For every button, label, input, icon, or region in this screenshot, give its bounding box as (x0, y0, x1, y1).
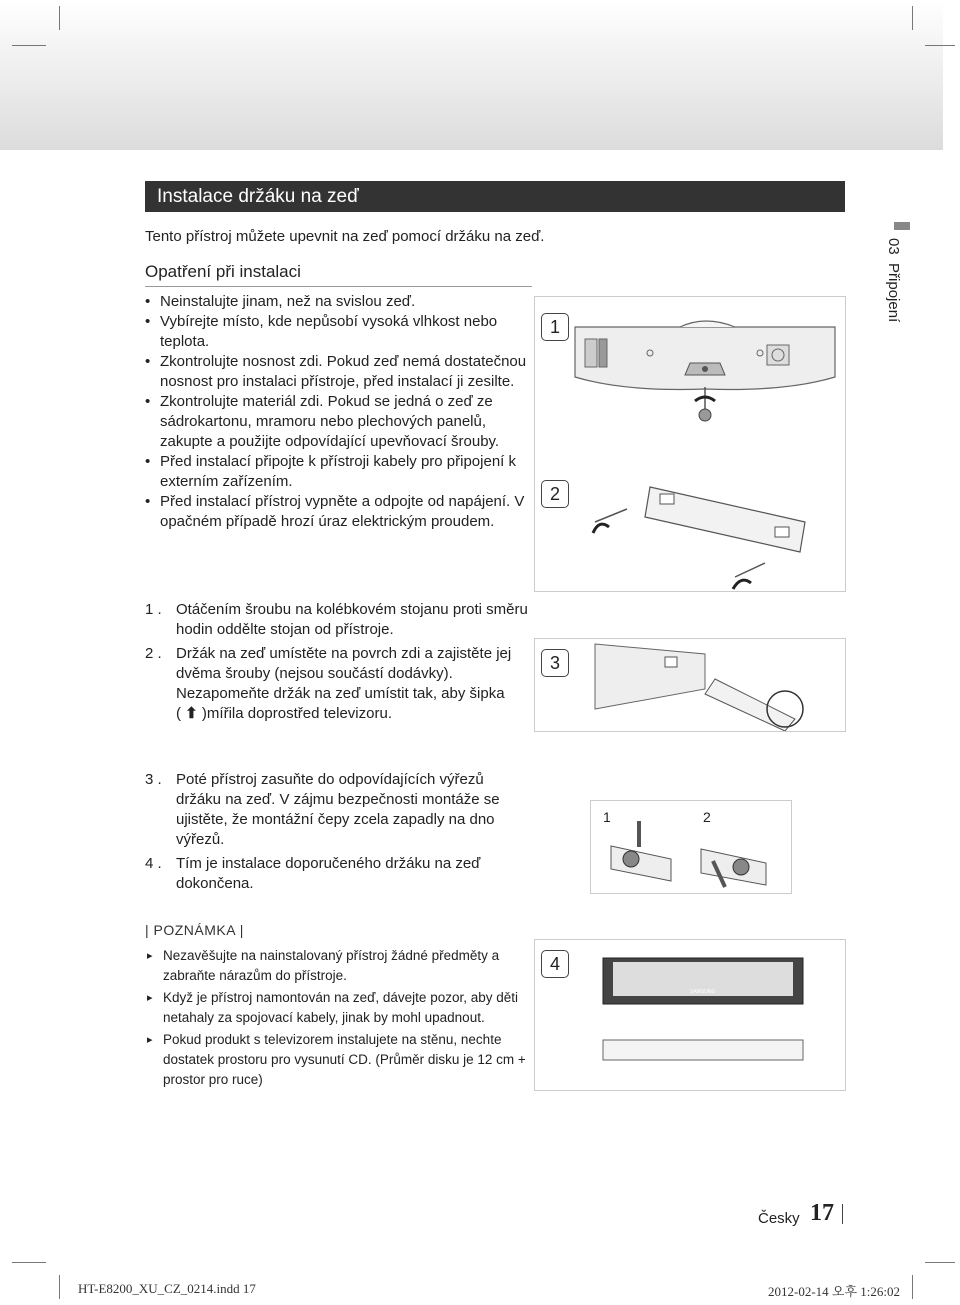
print-date-info: 2012-02-14 오후 1:26:02 (768, 1284, 900, 1299)
figure-4-illustration (535, 940, 845, 1090)
figure-3 (534, 638, 846, 732)
crop-mark (912, 6, 913, 30)
step-text: Tím je instalace doporučeného držáku na zeď dokončena. (176, 855, 481, 892)
figure-1-2 (534, 296, 846, 592)
section-header (145, 181, 845, 212)
step-item (145, 770, 530, 850)
precaution-item: • Zkontrolujte materiál zdi. Pokud se jedná o zeď ze sádrokartonu, mramoru nebo plechových panelů, zakupte a použijte odpovídající upevňovací šrouby. (145, 392, 530, 452)
step-text: Držák na zeď umístěte na povrch zdi a zajistěte jej dvěma šrouby (nejsou součástí dodávky). (176, 645, 512, 682)
crop-mark (925, 1262, 955, 1263)
note-item: ▸ Když je přístroj namontován na zeď, dávejte pozor, aby děti netahaly za spojovací kabely, jinak by mohl upadnout. (145, 988, 530, 1028)
crop-mark (12, 1262, 46, 1263)
intro-text: Tento přístroj můžete upevnit na zeď pomocí držáku na zeď. (145, 228, 545, 245)
figure-4 (534, 939, 846, 1091)
step-number: 4 . (145, 855, 162, 872)
precaution-item: • Vybírejte místo, kde nepůsobí vysoká vlhkost nebo teplota. (145, 312, 530, 352)
step-number: 3 . (145, 771, 162, 788)
figure-label: 2 (703, 809, 711, 825)
arrow-up-icon: ⬆ (185, 705, 198, 722)
figure-number: 1 (541, 313, 569, 341)
step-item (145, 600, 530, 640)
figure-3-detail-illustration (591, 801, 791, 893)
step-text-arrow-line: ( ⬆ )mířila doprostřed televizoru. (176, 705, 392, 722)
note-item: ▸ Pokud produkt s televizorem instalujete na stěnu, nechte dostatek prostoru pro vysunutí CD. (Průměr disku je 12 cm + prostor pro ruce) (145, 1030, 530, 1090)
section-title: Instalace držáku na zeď (157, 186, 359, 207)
precautions-title: Opatření při instalaci (145, 262, 532, 287)
figure-3-detail (590, 800, 792, 894)
side-tab-number: 03 (885, 238, 902, 255)
side-tab-label: Připojení (885, 263, 902, 323)
figure-number: 2 (541, 480, 569, 508)
precaution-item: • Před instalací přístroj vypněte a odpojte od napájení. V opačném případě hrozí úraz elektrickým proudem. (145, 492, 530, 532)
footer-divider (842, 1204, 843, 1224)
print-file-info: HT-E8200_XU_CZ_0214.indd 17 (78, 1281, 256, 1296)
figure-label: 1 (603, 809, 611, 825)
steps-group-b (145, 770, 530, 898)
crop-mark (12, 45, 46, 46)
step-item (145, 644, 530, 724)
footer-language: Česky (758, 1210, 800, 1227)
crop-mark (59, 1275, 60, 1299)
page-number: 17 (810, 1200, 834, 1226)
step-number: 2 . (145, 645, 162, 662)
step-number: 1 . (145, 601, 162, 618)
crop-mark (912, 1275, 913, 1299)
note-title: | POZNÁMKA | (145, 922, 244, 938)
side-tab-marker (894, 222, 910, 230)
step-text: Poté přístroj zasuňte do odpovídajících výřezů držáku na zeď. V zájmu bezpečnosti montáže se ujistěte, že montážní čepy zcela zapadly na dno výřezů. (176, 771, 500, 848)
notes-list (145, 946, 530, 1092)
note-item: ▸ Nezavěšujte na nainstalovaný přístroj žádné předměty a zabraňte nárazům do přístroje. (145, 946, 530, 986)
figure-number: 4 (541, 950, 569, 978)
tv-brand: SAMSUNG (690, 989, 716, 995)
precaution-item: • Před instalací připojte k přístroji kabely pro připojení k externím zařízením. (145, 452, 530, 492)
crop-mark (59, 6, 60, 30)
crop-mark (925, 45, 955, 46)
side-tab (885, 238, 902, 322)
step-text: Otáčením šroubu na kolébkovém stojanu proti směru hodin oddělte stojan od přístroje. (176, 601, 528, 638)
figure-3-illustration (535, 639, 845, 731)
step-item (145, 854, 530, 894)
precaution-item: • Zkontrolujte nosnost zdi. Pokud zeď nemá dostatečnou nosnost pro instalaci přístroje, před instalací ji zesilte. (145, 352, 530, 392)
precaution-item: • Neinstalujte jinam, než na svislou zeď. (145, 292, 530, 312)
precautions-list (145, 292, 530, 532)
figure-1-2-illustration (535, 297, 845, 591)
page-top-band (0, 0, 943, 150)
steps-group-a (145, 600, 530, 728)
figure-number: 3 (541, 649, 569, 677)
step-text: Nezapomeňte držák na zeď umístit tak, aby šipka (176, 685, 505, 702)
